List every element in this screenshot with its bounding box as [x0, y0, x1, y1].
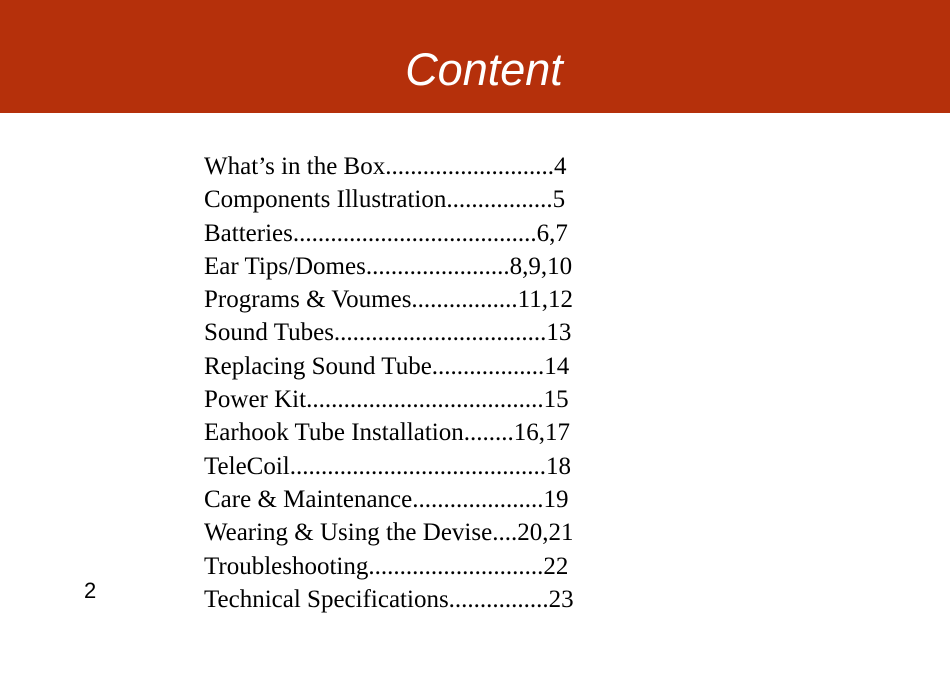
toc-entry: Sound Tubes..................................13 [204, 319, 572, 347]
toc-entry: Troubleshooting............................22 [204, 552, 569, 580]
toc-entry: Batteries.......................................6,7 [204, 219, 568, 247]
toc-entry: Power Kit......................................15 [204, 386, 569, 414]
toc-entry: TeleCoil.........................................18 [204, 452, 571, 480]
toc-entry: Wearing & Using the Devise....20,21 [204, 519, 574, 547]
toc-entry: Programs & Voumes.................11,12 [204, 286, 573, 314]
toc-entry: Replacing Sound Tube..................14 [204, 352, 570, 380]
toc-entry: What’s in the Box...........................4 [204, 153, 567, 180]
header-banner [0, 0, 950, 113]
toc-entry: Care & Maintenance.....................19 [204, 485, 569, 513]
toc-entry: Ear Tips/Domes.......................8,9,10 [204, 252, 573, 280]
page-title: Content [405, 44, 563, 95]
table-of-contents [204, 150, 574, 616]
toc-entry: Technical Specifications................23 [204, 585, 574, 613]
toc-entry: Components Illustration.................5 [204, 186, 566, 214]
page-number: 2 [84, 578, 97, 603]
toc-entry: Earhook Tube Installation........16,17 [204, 419, 570, 447]
